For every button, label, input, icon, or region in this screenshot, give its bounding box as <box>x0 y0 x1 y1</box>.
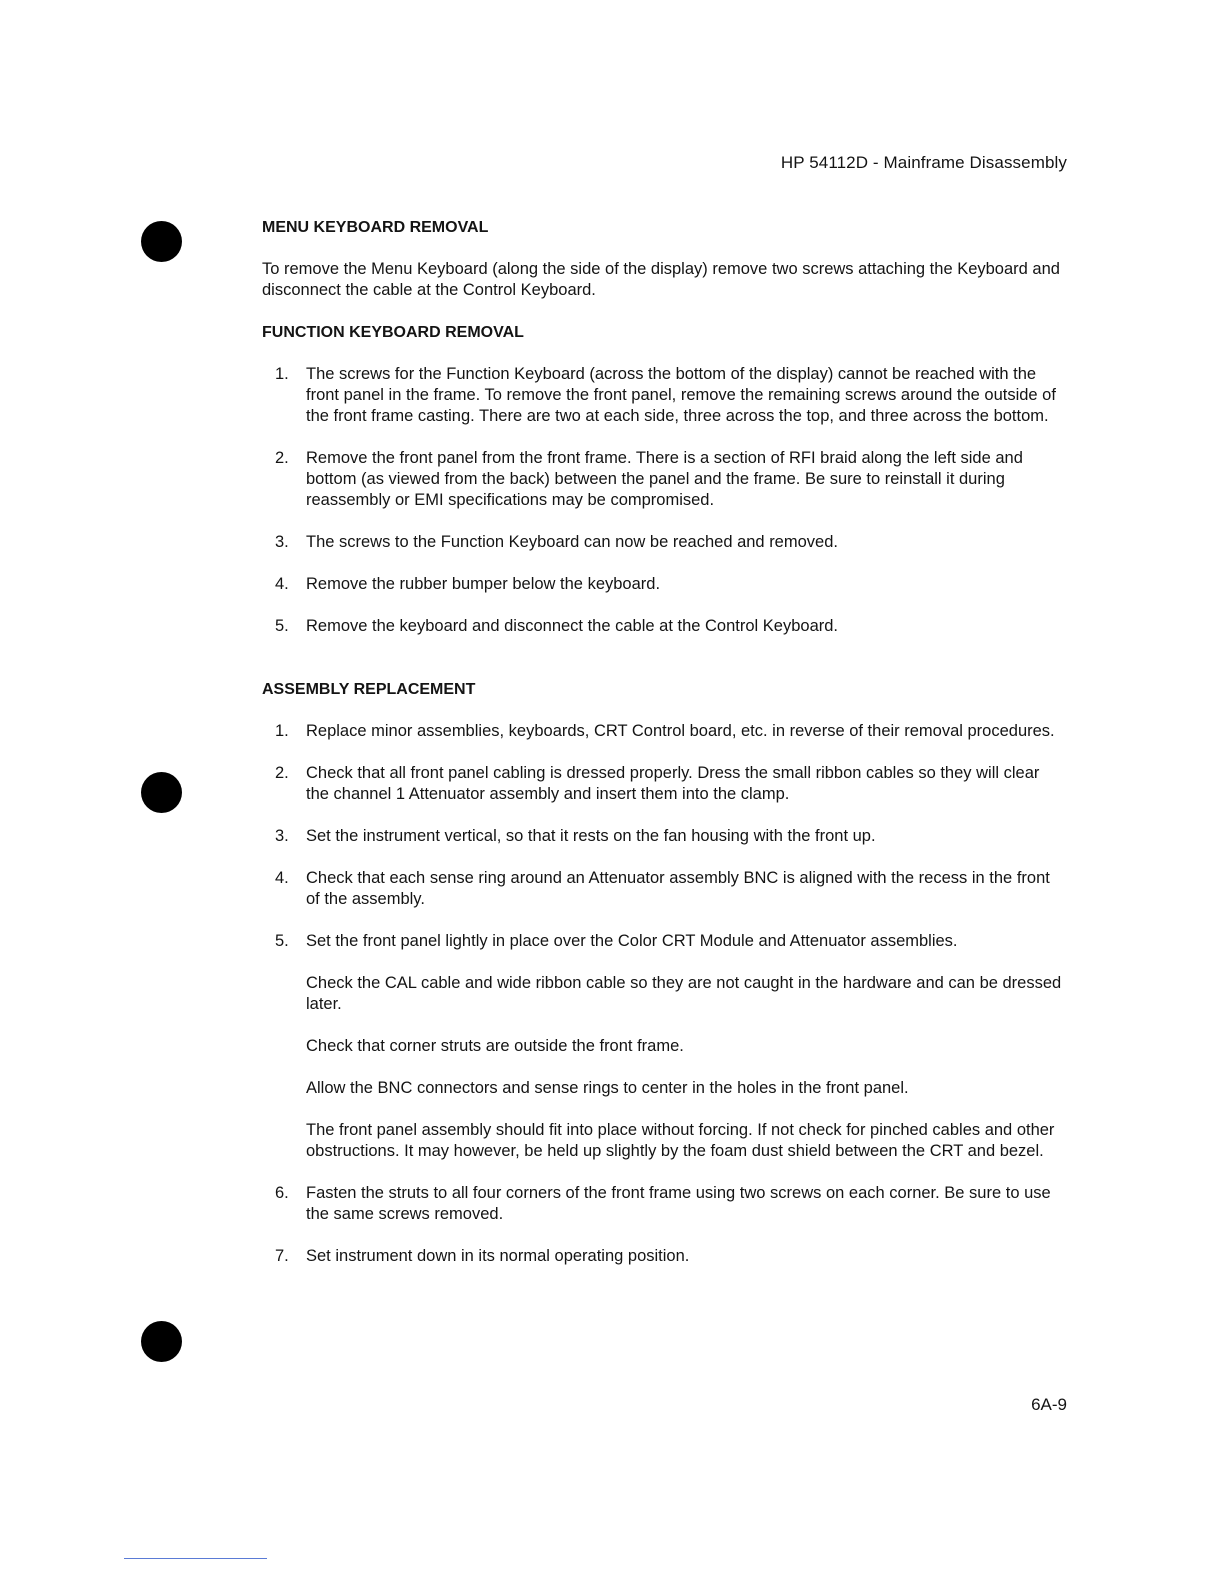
punch-hole-bottom <box>141 1321 182 1362</box>
step5-note: Check the CAL cable and wide ribbon cable so they are not caught in the hardware and can be dressed later. <box>306 974 1062 1013</box>
step-text: Check that all front panel cabling is dressed properly. Dress the small ribbon cables so they will clear the channel 1 Attenuator assembly and insert them into the clamp. <box>306 764 1040 803</box>
step-text: Remove the keyboard and disconnect the cable at the Control Keyboard. <box>306 617 838 635</box>
assembly-replacement-steps <box>262 721 1062 952</box>
step-number: 3. <box>275 533 289 551</box>
page-number: 6A-9 <box>1031 1395 1067 1414</box>
step-text: Replace minor assemblies, keyboards, CRT Control board, etc. in reverse of their removal procedures. <box>306 722 1055 740</box>
list-item <box>262 721 1062 742</box>
menu-keyboard-instructions: To remove the Menu Keyboard (along the side of the display) remove two screws attaching the Keyboard and disconnect the cable at the Control Keyboard. <box>262 260 1060 299</box>
assembly-replacement-steps-continued <box>262 1183 1062 1267</box>
step-text: The screws to the Function Keyboard can now be reached and removed. <box>306 533 838 551</box>
section-heading-menu-keyboard: MENU KEYBOARD REMOVAL <box>262 219 489 236</box>
list-item <box>262 931 1062 952</box>
list-item <box>262 364 1062 427</box>
step-number: 4. <box>275 575 289 593</box>
footnote-rule <box>124 1558 267 1559</box>
list-item <box>262 1246 1062 1267</box>
section-heading-assembly-replacement: ASSEMBLY REPLACEMENT <box>262 681 476 698</box>
step-number: 7. <box>275 1247 289 1265</box>
list-item <box>262 574 1062 595</box>
list-item <box>262 763 1062 805</box>
step-text: Check that each sense ring around an Attenuator assembly BNC is aligned with the recess in the front of the assembly. <box>306 869 1050 908</box>
step5-note: Check that corner struts are outside the front frame. <box>306 1037 684 1055</box>
punch-hole-middle <box>141 772 182 813</box>
step-number: 1. <box>275 722 289 740</box>
function-keyboard-steps <box>262 364 1062 637</box>
step-text: Set the front panel lightly in place over the Color CRT Module and Attenuator assemblies. <box>306 932 958 950</box>
step-text: Remove the front panel from the front frame. There is a section of RFI braid along the left side and bottom (as viewed from the back) between the panel and the frame. Be sure to reinstall it during reassembly or EMI specifications may be compromised. <box>306 449 1023 509</box>
step-number: 3. <box>275 827 289 845</box>
list-item <box>262 868 1062 910</box>
list-item <box>262 1183 1062 1225</box>
step-text: Remove the rubber bumper below the keyboard. <box>306 575 661 593</box>
step5-note: Allow the BNC connectors and sense rings to center in the holes in the front panel. <box>306 1079 909 1097</box>
step5-note: The front panel assembly should fit into place without forcing. If not check for pinched cables and other obstructions. It may however, be held up slightly by the foam dust shield between the CRT and bezel. <box>306 1121 1055 1160</box>
punch-hole-top <box>141 221 182 262</box>
document-body <box>262 217 1062 1267</box>
list-item <box>262 826 1062 847</box>
list-item <box>262 616 1062 637</box>
step-number: 1. <box>275 365 289 383</box>
step-number: 2. <box>275 449 289 467</box>
step-number: 6. <box>275 1184 289 1202</box>
step-text: Fasten the struts to all four corners of the front frame using two screws on each corner. Be sure to use the same screws removed. <box>306 1184 1051 1223</box>
list-item <box>262 448 1062 511</box>
step-text: Set the instrument vertical, so that it rests on the fan housing with the front up. <box>306 827 876 845</box>
step-number: 4. <box>275 869 289 887</box>
step-number: 5. <box>275 617 289 635</box>
step-number: 2. <box>275 764 289 782</box>
step-text: The screws for the Function Keyboard (across the bottom of the display) cannot be reached with the front panel in the frame. To remove the front panel, remove the remaining screws around the outside of the front frame casting. There are two at each side, three across the top, and three across the bottom. <box>306 365 1056 425</box>
page-header: HP 54112D - Mainframe Disassembly <box>780 153 1067 172</box>
list-item <box>262 532 1062 553</box>
section-heading-function-keyboard: FUNCTION KEYBOARD REMOVAL <box>262 324 524 341</box>
step-text: Set instrument down in its normal operating position. <box>306 1247 690 1265</box>
step-number: 5. <box>275 932 289 950</box>
